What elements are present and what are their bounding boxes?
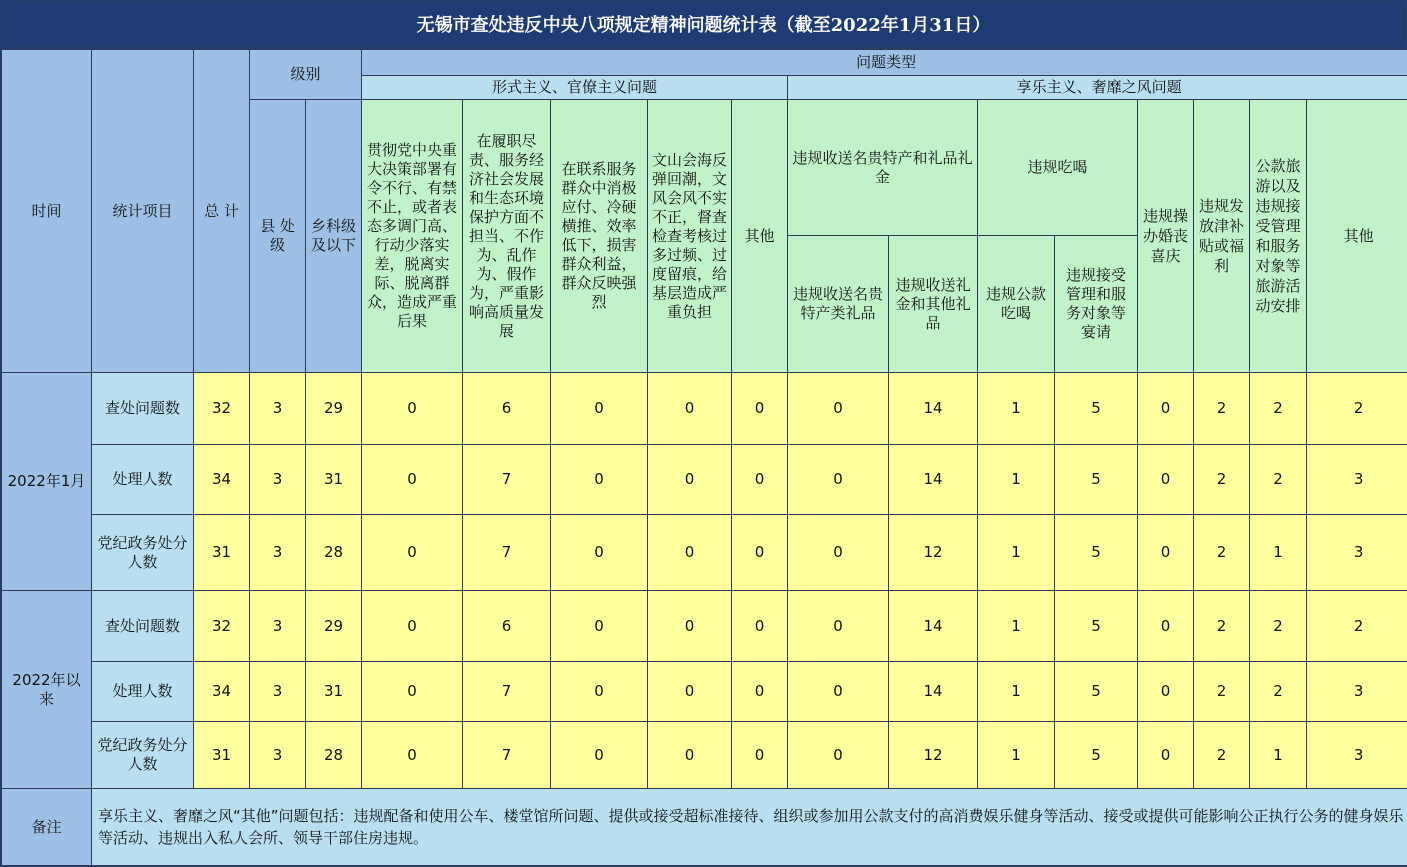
value-cell: 0 xyxy=(788,373,889,445)
value-cell: 3 xyxy=(250,445,306,515)
value-cell: 12 xyxy=(889,515,978,591)
value-cell: 1 xyxy=(978,373,1055,445)
value-cell: 0 xyxy=(551,373,648,445)
value-cell: 2 xyxy=(1250,373,1307,445)
value-cell: 0 xyxy=(362,373,463,445)
value-cell: 2 xyxy=(1250,445,1307,515)
value-cell: 0 xyxy=(362,445,463,515)
value-cell: 0 xyxy=(551,722,648,789)
value-cell: 29 xyxy=(306,373,362,445)
value-cell: 3 xyxy=(1307,722,1407,789)
value-cell: 3 xyxy=(1307,662,1407,722)
value-cell: 0 xyxy=(362,662,463,722)
value-cell: 5 xyxy=(1055,591,1138,662)
value-cell: 0 xyxy=(362,722,463,789)
value-cell: 0 xyxy=(732,445,788,515)
header-township: 乡科级及以下 xyxy=(306,100,362,373)
value-cell: 0 xyxy=(1138,515,1194,591)
value-cell: 0 xyxy=(362,515,463,591)
value-cell: 32 xyxy=(194,591,250,662)
value-cell: 14 xyxy=(889,662,978,722)
value-cell: 0 xyxy=(1138,373,1194,445)
value-cell: 7 xyxy=(463,445,551,515)
value-cell: 3 xyxy=(250,591,306,662)
value-cell: 0 xyxy=(732,591,788,662)
value-cell: 3 xyxy=(250,515,306,591)
value-cell: 0 xyxy=(551,662,648,722)
value-cell: 2 xyxy=(1194,373,1250,445)
value-cell: 3 xyxy=(250,722,306,789)
table-row xyxy=(2,722,1407,789)
value-cell: 0 xyxy=(1138,662,1194,722)
value-cell: 0 xyxy=(551,591,648,662)
header-formalism: 形式主义、官僚主义问题 xyxy=(362,76,788,100)
value-cell: 1 xyxy=(978,722,1055,789)
value-cell: 34 xyxy=(194,662,250,722)
value-cell: 31 xyxy=(306,445,362,515)
value-cell: 29 xyxy=(306,591,362,662)
header-other: 其他 xyxy=(1307,100,1407,373)
value-cell: 14 xyxy=(889,591,978,662)
value-cell: 0 xyxy=(1138,445,1194,515)
header-wedding: 违规操办婚丧喜庆 xyxy=(1138,100,1194,373)
header-county: 县 处级 xyxy=(250,100,306,373)
header-f2: 在履职尽责、服务经济社会发展和生态环境保护方面不担当、不作为、乱作为、假作为，严重影响高质量发展 xyxy=(463,100,551,373)
value-cell: 2 xyxy=(1194,515,1250,591)
header-item: 统计项目 xyxy=(92,50,194,373)
value-cell: 1 xyxy=(1250,515,1307,591)
value-cell: 0 xyxy=(648,722,732,789)
table-row xyxy=(2,373,1407,445)
value-cell: 6 xyxy=(463,373,551,445)
value-cell: 1 xyxy=(978,591,1055,662)
value-cell: 1 xyxy=(1250,722,1307,789)
value-cell: 28 xyxy=(306,722,362,789)
value-cell: 28 xyxy=(306,515,362,591)
value-cell: 12 xyxy=(889,722,978,789)
table-row xyxy=(2,445,1407,515)
value-cell: 2 xyxy=(1194,591,1250,662)
value-cell: 0 xyxy=(1138,722,1194,789)
row-label: 查处问题数 xyxy=(92,373,194,445)
table-row xyxy=(2,662,1407,722)
value-cell: 5 xyxy=(1055,722,1138,789)
note-row xyxy=(2,789,1407,866)
header-travel: 公款旅游以及违规接受管理和服务对象等旅游活动安排 xyxy=(1250,100,1307,373)
value-cell: 1 xyxy=(978,515,1055,591)
group-time: 2022年以来 xyxy=(2,591,92,789)
note-label: 备注 xyxy=(2,789,92,866)
value-cell: 2 xyxy=(1307,373,1407,445)
value-cell: 2 xyxy=(1250,591,1307,662)
stats-table xyxy=(1,49,1407,866)
value-cell: 0 xyxy=(362,591,463,662)
value-cell: 0 xyxy=(732,373,788,445)
value-cell: 0 xyxy=(551,445,648,515)
value-cell: 31 xyxy=(194,515,250,591)
value-cell: 14 xyxy=(889,445,978,515)
value-cell: 2 xyxy=(1194,722,1250,789)
header-eat: 违规吃喝 xyxy=(978,100,1138,236)
value-cell: 0 xyxy=(648,445,732,515)
value-cell: 3 xyxy=(1307,515,1407,591)
row-label: 查处问题数 xyxy=(92,591,194,662)
value-cell: 0 xyxy=(788,662,889,722)
value-cell: 0 xyxy=(648,373,732,445)
value-cell: 7 xyxy=(463,515,551,591)
value-cell: 2 xyxy=(1250,662,1307,722)
value-cell: 0 xyxy=(788,445,889,515)
value-cell: 32 xyxy=(194,373,250,445)
value-cell: 3 xyxy=(1307,445,1407,515)
note-text: 享乐主义、奢靡之风“其他”问题包括：违规配备和使用公车、楼堂馆所问题、提供或接受超标准接待、组织或参加用公款支付的高消费娱乐健身等活动、接受或提供可能影响公正执行公务的健身娱乐等活动、违规出入私人会所、领导干部住房违规。 xyxy=(92,789,1407,866)
row-label: 处理人数 xyxy=(92,662,194,722)
value-cell: 3 xyxy=(250,662,306,722)
value-cell: 0 xyxy=(551,515,648,591)
header-level: 级别 xyxy=(250,50,362,100)
header-problem-type: 问题类型 xyxy=(362,50,1407,76)
value-cell: 5 xyxy=(1055,373,1138,445)
table-row xyxy=(2,591,1407,662)
header-row-1 xyxy=(2,50,1407,76)
header-f4: 文山会海反弹回潮，文风会风不实不正，督查检查考核过多过频、过度留痕，给基层造成严重负担 xyxy=(648,100,732,373)
header-eat1: 违规公款吃喝 xyxy=(978,236,1055,373)
value-cell: 3 xyxy=(250,373,306,445)
value-cell: 0 xyxy=(648,591,732,662)
header-total: 总 计 xyxy=(194,50,250,373)
value-cell: 31 xyxy=(306,662,362,722)
value-cell: 5 xyxy=(1055,515,1138,591)
value-cell: 0 xyxy=(788,591,889,662)
value-cell: 7 xyxy=(463,722,551,789)
page-title: 无锡市查处违反中央八项规定精神问题统计表（截至2022年1月31日） xyxy=(1,1,1406,49)
value-cell: 14 xyxy=(889,373,978,445)
value-cell: 31 xyxy=(194,722,250,789)
value-cell: 0 xyxy=(788,515,889,591)
header-gift2: 违规收送礼金和其他礼品 xyxy=(889,236,978,373)
table-row xyxy=(2,515,1407,591)
value-cell: 0 xyxy=(788,722,889,789)
value-cell: 1 xyxy=(978,662,1055,722)
row-label: 党纪政务处分人数 xyxy=(92,722,194,789)
value-cell: 34 xyxy=(194,445,250,515)
row-label: 党纪政务处分人数 xyxy=(92,515,194,591)
header-f3: 在联系服务群众中消极应付、冷硬横推、效率低下，损害群众利益，群众反映强烈 xyxy=(551,100,648,373)
value-cell: 2 xyxy=(1194,445,1250,515)
header-gift: 违规收送名贵特产和礼品礼金 xyxy=(788,100,978,236)
group-time: 2022年1月 xyxy=(2,373,92,591)
header-f5: 其他 xyxy=(732,100,788,373)
value-cell: 0 xyxy=(732,662,788,722)
value-cell: 0 xyxy=(648,515,732,591)
value-cell: 0 xyxy=(732,515,788,591)
value-cell: 7 xyxy=(463,662,551,722)
header-f1: 贯彻党中央重大决策部署有令不行、有禁不止，或者表态多调门高、行动少落实差，脱离实际、脱离群众，造成严重后果 xyxy=(362,100,463,373)
header-hedonism: 享乐主义、奢靡之风问题 xyxy=(788,76,1407,100)
value-cell: 1 xyxy=(978,445,1055,515)
row-label: 处理人数 xyxy=(92,445,194,515)
header-subsidy: 违规发放津补贴或福利 xyxy=(1194,100,1250,373)
table-body xyxy=(2,373,1407,789)
value-cell: 5 xyxy=(1055,662,1138,722)
value-cell: 0 xyxy=(1138,591,1194,662)
header-eat2: 违规接受管理和服务对象等宴请 xyxy=(1055,236,1138,373)
header-gift1: 违规收送名贵特产类礼品 xyxy=(788,236,889,373)
value-cell: 5 xyxy=(1055,445,1138,515)
header-time: 时间 xyxy=(2,50,92,373)
value-cell: 0 xyxy=(732,722,788,789)
value-cell: 2 xyxy=(1307,591,1407,662)
value-cell: 6 xyxy=(463,591,551,662)
value-cell: 2 xyxy=(1194,662,1250,722)
value-cell: 0 xyxy=(648,662,732,722)
